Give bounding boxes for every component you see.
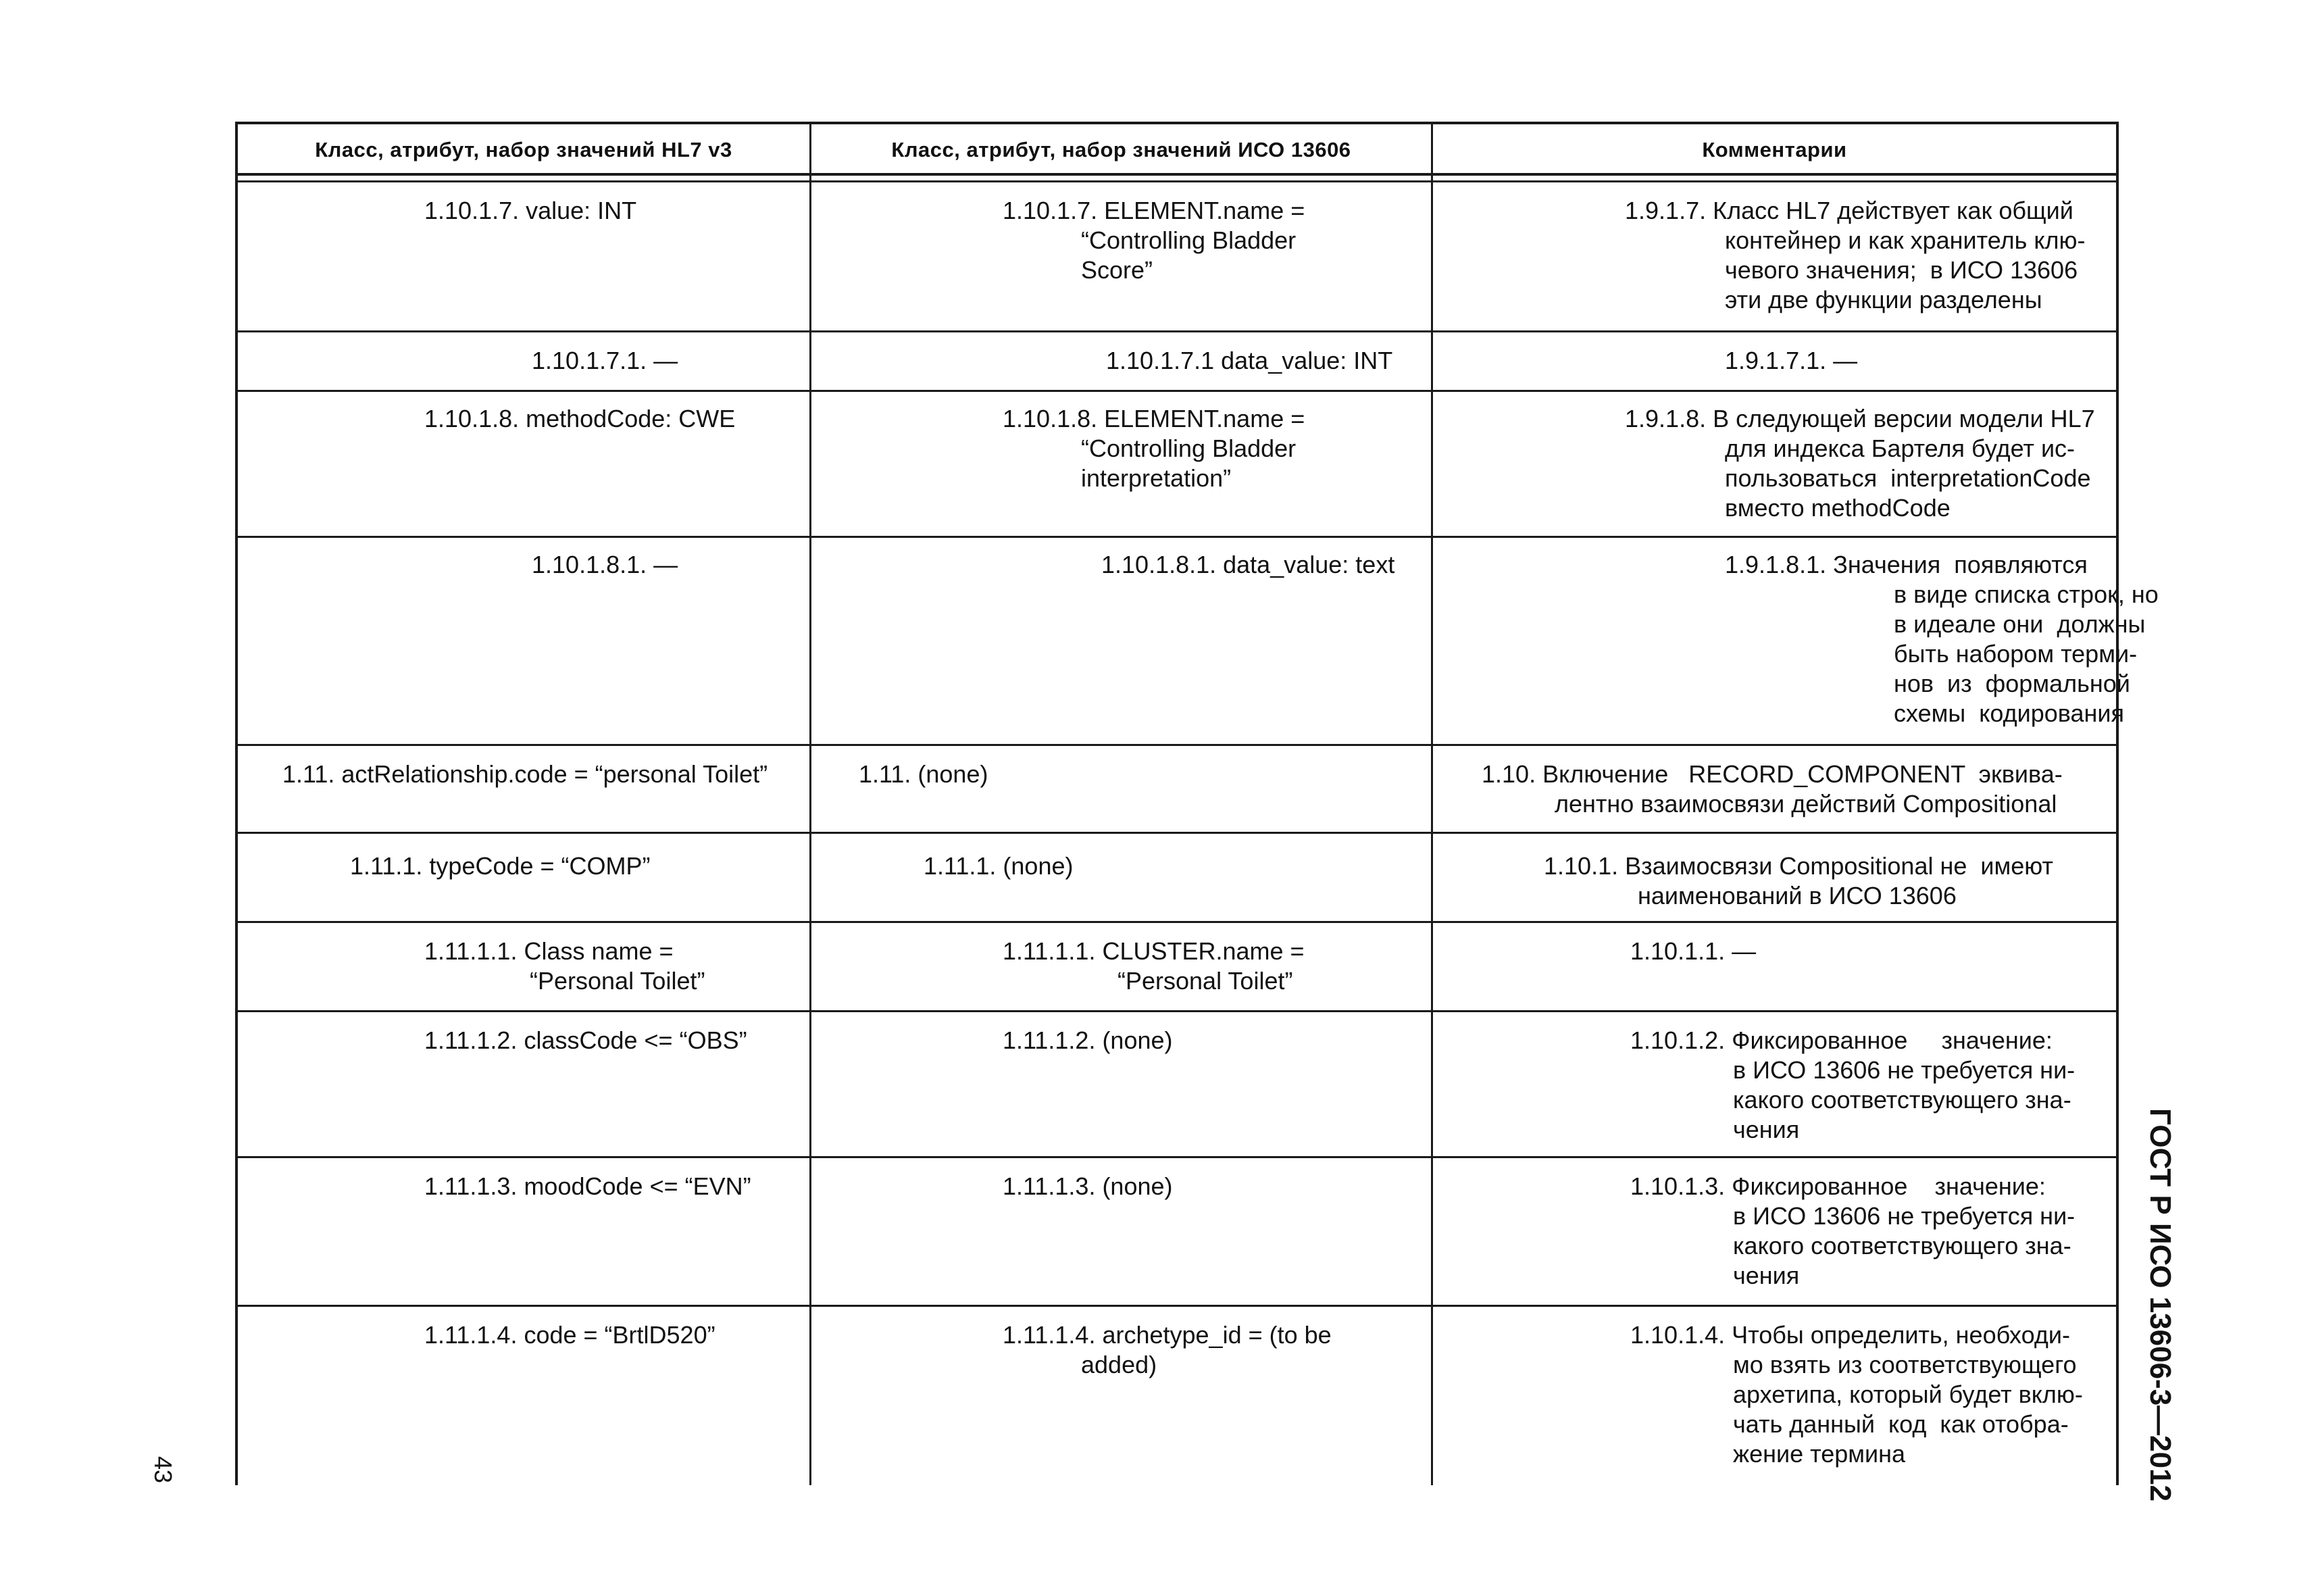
comment-text: мо взять из соответствующего [1733, 1351, 2077, 1378]
iso-text: added) [1081, 1351, 1157, 1378]
iso-cell [811, 1307, 1431, 1488]
comment-cell [1433, 1307, 2116, 1488]
table-header [238, 124, 2116, 176]
comment-text: чения [1733, 1262, 1800, 1289]
table-row [238, 1012, 2116, 1158]
comment-text: в ИСО 13606 не требуется ни- [1733, 1202, 2076, 1230]
comment-text: 1.9.1.7.1. — [1725, 347, 1858, 374]
comment-text: в идеале они должны [1894, 610, 2146, 638]
comment-text: быть набором терми- [1894, 640, 2138, 668]
iso-text: 1.11. (none) [859, 760, 988, 788]
comment-text: архетипа, который будет вклю- [1733, 1380, 2083, 1408]
hl7-cell [238, 834, 809, 921]
comment-text: контейнер и как хранитель клю- [1725, 226, 2086, 254]
comment-text: 1.9.1.7. Класс HL7 действует как общий [1625, 197, 2073, 224]
table-row [238, 1158, 2116, 1307]
comment-text: лентно взаимосвязи действий Compositional [1555, 790, 2057, 818]
comment-cell [1433, 538, 2159, 744]
header-iso: Класс, атрибут, набор значений ИСО 13606 [891, 138, 1351, 161]
comment-text: эти две функции разделены [1725, 286, 2042, 314]
iso-cell [811, 538, 1431, 744]
comment-text: в виде списка строк, но [1894, 580, 2159, 608]
comment-cell [1433, 1012, 2116, 1156]
table-row [238, 332, 2116, 392]
hl7-text: 1.11.1.2. classCode <= “OBS” [424, 1026, 747, 1054]
iso-text: 1.11.1.2. (none) [1003, 1026, 1173, 1054]
hl7-cell [238, 746, 809, 832]
hl7-cell [238, 1158, 809, 1305]
comment-text: вместо methodCode [1725, 494, 1951, 522]
table-row [238, 834, 2116, 923]
comment-text: 1.10. Включение RECORD_COMPONENT эквива- [1482, 760, 2063, 788]
hl7-cell [238, 182, 809, 330]
iso-text: “Controlling Bladder [1081, 434, 1297, 462]
standard-code-header: ГОСТ Р ИСО 13606-3—2012 [2144, 1108, 2177, 1502]
hl7-cell [238, 1012, 809, 1156]
comment-text: 1.9.1.8. В следующей версии модели HL7 [1625, 405, 2095, 432]
comment-text: жение термина [1733, 1440, 1906, 1468]
hl7-text: “Personal Toilet” [530, 967, 705, 995]
comment-text: чения [1733, 1116, 1800, 1143]
header-comments: Комментарии [1702, 138, 1847, 161]
comment-text: пользоваться interpretationCode [1725, 464, 2091, 492]
hl7-text: 1.11.1.4. code = “BrtlD520” [424, 1321, 715, 1349]
iso-cell [811, 1158, 1431, 1305]
table-row [238, 392, 2116, 538]
comment-text: 1.10.1.4. Чтобы определить, необходи- [1630, 1321, 2070, 1349]
table-row [238, 1307, 2116, 1488]
header-double-rule [238, 176, 2116, 182]
hl7-text: 1.10.1.8.1. — [532, 551, 678, 578]
iso-cell [811, 1012, 1431, 1156]
hl7-text: 1.10.1.7.1. — [532, 347, 678, 374]
comment-cell [1433, 182, 2116, 330]
iso-text: 1.10.1.8. ELEMENT.name = [1003, 405, 1305, 432]
hl7-cell [238, 538, 809, 744]
hl7-text: 1.10.1.7. value: INT [424, 197, 637, 224]
iso-cell [811, 182, 1431, 330]
iso-text: interpretation” [1081, 464, 1232, 492]
comment-cell [1433, 923, 2116, 1010]
iso-text: “Personal Toilet” [1117, 967, 1293, 995]
iso-text: 1.10.1.7.1 data_value: INT [1106, 347, 1393, 374]
iso-cell [811, 332, 1431, 390]
comment-text: чать данный код как отобра- [1733, 1410, 2069, 1438]
iso-text: 1.10.1.8.1. data_value: text [1101, 551, 1395, 578]
iso-cell [811, 392, 1431, 536]
hl7-text: 1.11. actRelationship.code = “personal Toilet” [282, 760, 768, 788]
comment-text: нов из формальной [1894, 670, 2130, 697]
iso-cell [811, 834, 1431, 921]
comment-text: 1.10.1.3. Фиксированное значение: [1630, 1172, 2046, 1200]
iso-cell [811, 923, 1431, 1010]
comment-text: 1.10.1.1. — [1630, 937, 1757, 965]
iso-text: 1.11.1. (none) [924, 852, 1074, 880]
comment-text: какого соответствующего зна- [1733, 1232, 2071, 1260]
comment-text: для индекса Бартеля будет ис- [1725, 434, 2076, 462]
hl7-text: 1.11.1.1. Class name = [424, 937, 674, 965]
hl7-cell [238, 332, 809, 390]
comment-cell [1433, 1158, 2116, 1305]
hl7-cell [238, 923, 809, 1010]
table-row [238, 538, 2159, 746]
comment-text: наименований в ИСО 13606 [1638, 882, 1957, 909]
hl7-text: 1.11.1. typeCode = “COMP” [350, 852, 651, 880]
iso-text: Score” [1081, 256, 1153, 284]
page-number: 43 [149, 1456, 177, 1484]
table-row [238, 923, 2116, 1012]
iso-text: 1.11.1.3. (none) [1003, 1172, 1173, 1200]
iso-cell [811, 746, 1431, 832]
comment-text: чевого значения; в ИСО 13606 [1725, 256, 2078, 284]
comment-cell [1433, 332, 2116, 390]
comment-text: в ИСО 13606 не требуется ни- [1733, 1056, 2076, 1084]
iso-text: 1.11.1.1. CLUSTER.name = [1003, 937, 1305, 965]
comment-text: 1.10.1.2. Фиксированное значение: [1630, 1026, 2053, 1054]
iso-text: “Controlling Bladder [1081, 226, 1297, 254]
comment-cell [1433, 834, 2116, 921]
comment-text: 1.10.1. Взаимосвязи Compositional не имеют [1544, 852, 2053, 880]
header-hl7: Класс, атрибут, набор значений HL7 v3 [315, 138, 732, 161]
comment-cell [1433, 746, 2116, 832]
comment-text: 1.9.1.8.1. Значения появляются [1725, 551, 2088, 578]
comment-cell [1433, 392, 2116, 536]
hl7-cell [238, 392, 809, 536]
table-row [238, 182, 2116, 332]
hl7-text: 1.11.1.3. moodCode <= “EVN” [424, 1172, 751, 1200]
hl7-cell [238, 1307, 809, 1488]
comment-text: какого соответствующего зна- [1733, 1086, 2071, 1114]
comment-text: схемы кодирования [1894, 699, 2125, 727]
table-row [238, 746, 2116, 834]
hl7-text: 1.10.1.8. methodCode: CWE [424, 405, 736, 432]
iso-text: 1.11.1.4. archetype_id = (to be [1003, 1321, 1332, 1349]
iso-text: 1.10.1.7. ELEMENT.name = [1003, 197, 1305, 224]
mapping-table [235, 122, 2159, 1485]
